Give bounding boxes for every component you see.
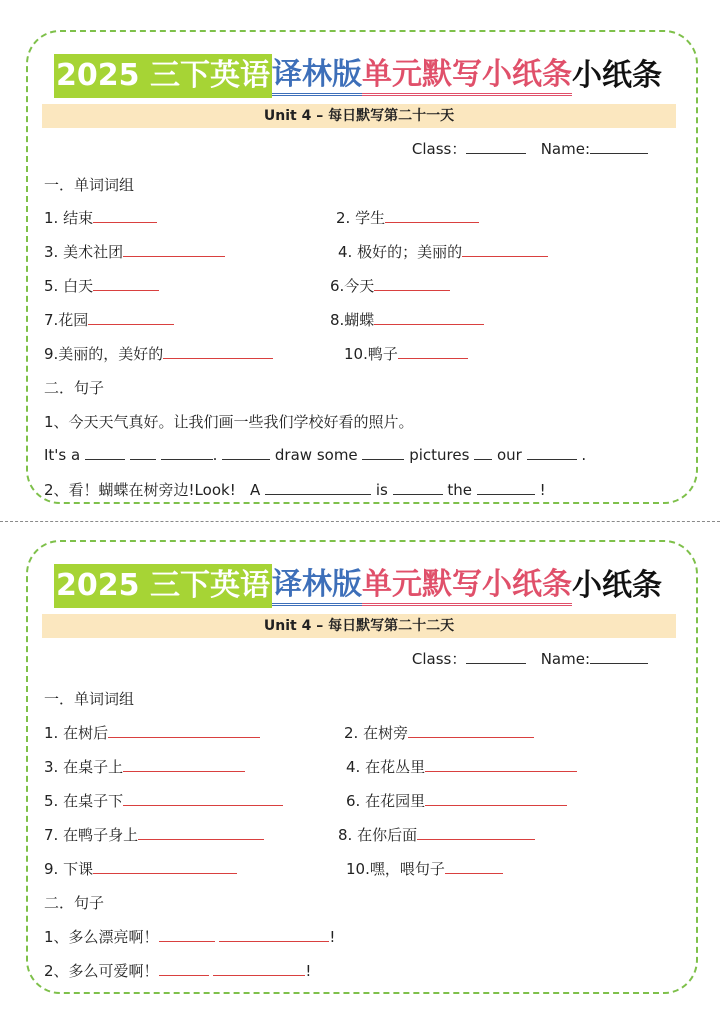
class-label: Class： (411, 140, 467, 158)
word-item: 6. 在花园里 (346, 790, 567, 811)
class-label: Class： (411, 650, 467, 668)
answer-blank[interactable] (425, 757, 577, 772)
sentence-1: 1、多么漂亮啊！ ! (44, 928, 336, 946)
section-sentences-heading: 二．句子 (44, 379, 105, 397)
answer-blank[interactable] (445, 859, 503, 874)
word-item: 3. 在桌子上 (44, 756, 245, 777)
answer-blank[interactable] (213, 961, 305, 976)
word-item: 8. 在你后面 (338, 824, 535, 845)
answer-blank[interactable] (222, 445, 270, 460)
cut-line (0, 521, 720, 522)
word-item: 7.花园 (44, 309, 174, 330)
name-blank[interactable] (590, 139, 648, 154)
name-label: Name: (540, 650, 590, 668)
title-edition: 译林版 (272, 57, 362, 96)
word-item: 10.嘿，喂句子 (346, 858, 503, 879)
answer-blank[interactable] (123, 242, 225, 257)
answer-blank[interactable] (138, 825, 264, 840)
word-item: 9.美丽的，美好的 (44, 343, 273, 364)
word-item: 2. 学生 (336, 207, 479, 228)
word-item: 7. 在鸭子身上 (44, 824, 264, 845)
section-words-heading: 一．单词词组 (44, 176, 135, 194)
answer-blank[interactable] (159, 961, 209, 976)
word-item: 8.蝴蝶 (330, 309, 484, 330)
title-unit-dictation: 单元默写小纸条 (362, 567, 572, 606)
answer-blank[interactable] (477, 480, 535, 495)
answer-blank[interactable] (425, 791, 567, 806)
word-item: 9. 下课 (44, 858, 237, 879)
answer-blank[interactable] (374, 310, 484, 325)
title-paper-slip: 小纸条 (571, 58, 662, 93)
answer-blank[interactable] (398, 344, 468, 359)
answer-blank[interactable] (108, 723, 260, 738)
answer-blank[interactable] (362, 445, 404, 460)
sentence-1-prompt: 1、今天天气真好。让我们画一些我们学校好看的照片。 (44, 413, 414, 431)
word-item: 2. 在树旁 (344, 722, 534, 743)
answer-blank[interactable] (130, 445, 156, 460)
class-name-line (412, 648, 648, 669)
answer-blank[interactable] (462, 242, 548, 257)
answer-blank[interactable] (527, 445, 577, 460)
answer-blank[interactable] (123, 757, 245, 772)
title-year-grade: 2025 三下英语 (54, 54, 272, 98)
class-blank[interactable] (466, 139, 526, 154)
word-item: 5. 白天 (44, 275, 159, 296)
answer-blank[interactable] (219, 927, 329, 942)
answer-blank[interactable] (408, 723, 534, 738)
word-item: 1. 在树后 (44, 722, 260, 743)
dictation-sheet-1 (26, 30, 698, 504)
answer-blank[interactable] (417, 825, 535, 840)
answer-blank[interactable] (93, 208, 157, 223)
answer-blank[interactable] (161, 445, 213, 460)
section-words-heading: 一．单词词组 (44, 690, 135, 708)
word-item: 4. 在花丛里 (346, 756, 577, 777)
answer-blank[interactable] (159, 927, 215, 942)
answer-blank[interactable] (85, 445, 125, 460)
word-item: 6.今天 (330, 275, 450, 296)
title-edition: 译林版 (272, 567, 362, 606)
name-label: Name: (540, 140, 590, 158)
word-item: 4. 极好的；美丽的 (338, 241, 548, 262)
subtitle-bar: Unit 4 – 每日默写第二十一天 (42, 104, 676, 128)
answer-blank[interactable] (374, 276, 450, 291)
answer-blank[interactable] (123, 791, 283, 806)
sheet-title (54, 54, 662, 98)
sentence-2: 2、看！蝴蝶在树旁边!Look! A is the ! (44, 481, 546, 499)
word-item: 3. 美术社团 (44, 241, 225, 262)
answer-blank[interactable] (474, 445, 492, 460)
answer-blank[interactable] (265, 480, 371, 495)
answer-blank[interactable] (93, 276, 159, 291)
word-item: 1. 结束 (44, 207, 157, 228)
answer-blank[interactable] (163, 344, 273, 359)
answer-blank[interactable] (393, 480, 443, 495)
sheet-title (54, 564, 662, 608)
title-year-grade: 2025 三下英语 (54, 564, 272, 608)
sentence-2: 2、多么可爱啊！ ! (44, 962, 312, 980)
name-blank[interactable] (590, 649, 648, 664)
title-paper-slip: 小纸条 (571, 568, 662, 603)
answer-blank[interactable] (385, 208, 479, 223)
answer-blank[interactable] (93, 859, 237, 874)
subtitle-bar: Unit 4 – 每日默写第二十二天 (42, 614, 676, 638)
word-item: 10.鸭子 (344, 343, 468, 364)
title-unit-dictation: 单元默写小纸条 (362, 57, 572, 96)
answer-blank[interactable] (88, 310, 174, 325)
sentence-1-answer: It's a . draw some pictures our . (44, 446, 587, 464)
class-blank[interactable] (466, 649, 526, 664)
section-sentences-heading: 二．句子 (44, 894, 105, 912)
dictation-sheet-2 (26, 540, 698, 994)
word-item: 5. 在桌子下 (44, 790, 283, 811)
class-name-line (412, 138, 648, 159)
